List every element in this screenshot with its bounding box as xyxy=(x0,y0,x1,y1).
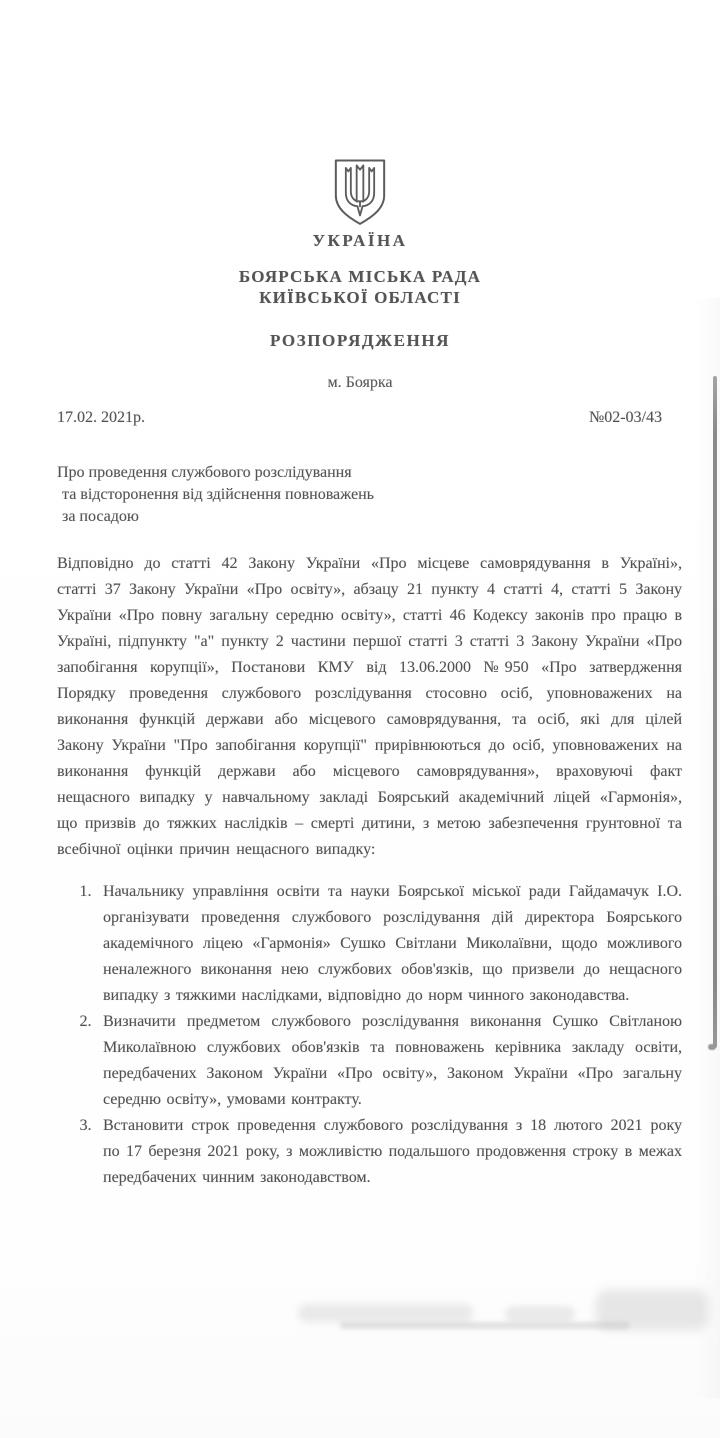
directive-item-2: 2. Визначити предметом службового розслідування виконання Сушко Світланою Миколаївною службових обов'язків та повноважень керівника закладу освіти, передбачених Законом України «Про освіту», Законом України «Про загальну середню освіту», умовами контракту. xyxy=(97,1009,682,1113)
document-date: 17.02. 2021р. xyxy=(57,409,145,426)
country-title: УКРАЇНА xyxy=(312,231,408,250)
organization-title xyxy=(0,266,720,308)
subject-line-2: та відсторонення від здійснення повноважень xyxy=(62,486,374,503)
subject-line-3: за посадою xyxy=(62,508,139,525)
subject-block xyxy=(0,462,720,528)
scan-artifact-line-end xyxy=(708,1044,716,1050)
scan-artifact-smudge xyxy=(298,1304,473,1322)
directives-list xyxy=(0,879,720,1191)
scanned-document-page xyxy=(0,158,720,1438)
organization-line-2: КИЇВСЬКОЇ ОБЛАСТІ xyxy=(259,288,461,307)
preamble-paragraph: Відповідно до статті 42 Закону України «Про місцеве самоврядування в Україні», статті 37 Закону України «Про освіту», абзацу 21 пункту 4 статті 4, статті 5 Закону України «Про повну загальну середню освіту», статті 46 Кодексу законів про працю в Україні, підпункту "а" пункту 2 частини першої статті 3 статті 3 Закону України «Про запобігання корупції», Постанови КМУ від 13.06.2000 №950 «Про затвердження Порядку проведення службового розслідування стосовно осіб, уповноважених на виконання функцій держави або місцевого самоврядування, та осіб, які для цілей Закону України "Про запобігання корупції" прирівнюються до осіб, уповноважених на виконання функцій держави або місцевого самоврядування», враховуючі факт нещасного випадку у навчальному закладі Боярський академічний ліцей «Гармонія», що призвів до тяжких наслідків – смерті дитини, з метою забезпечення грунтовної та всебічної оцінки причин нещасного випадку: xyxy=(57,555,682,858)
document-place: м. Боярка xyxy=(327,374,393,391)
date-number-row xyxy=(0,409,720,427)
directive-item-3: 3. Встановити строк проведення службового розслідування з 18 лютого 2021 року по 17 березня 2021 року, з можливістю подальшого продовження строку в межах передбачених чинним законодавством. xyxy=(97,1113,682,1191)
coat-of-arms-tryzub-icon xyxy=(326,158,394,228)
scan-artifact-smudge xyxy=(340,1322,630,1329)
document-type-title: РОЗПОРЯДЖЕННЯ xyxy=(269,331,451,350)
scan-artifact-smudge xyxy=(596,1290,708,1330)
document-number: №02-03/43 xyxy=(588,409,662,426)
organization-line-1: БОЯРСЬКА МІСЬКА РАДА xyxy=(238,267,482,286)
scan-artifact-vertical-line xyxy=(713,376,717,1048)
scan-artifact-smudge xyxy=(505,1306,575,1322)
directive-item-1: 1. Начальнику управління освіти та науки Боярської міської ради Гайдамачук І.О. організувати проведення службового розслідування дій директора Боярського академічного ліцею «Гармонія» Сушко Світлани Миколаївни, щодо можливого неналежного виконання нею службових обов'язків, що призвели до нещасного випадку з тяжкими наслідками, відповідно до норм чинного законодавства. xyxy=(97,879,682,1009)
subject-line-1: Про проведення службового розслідування xyxy=(57,464,352,481)
